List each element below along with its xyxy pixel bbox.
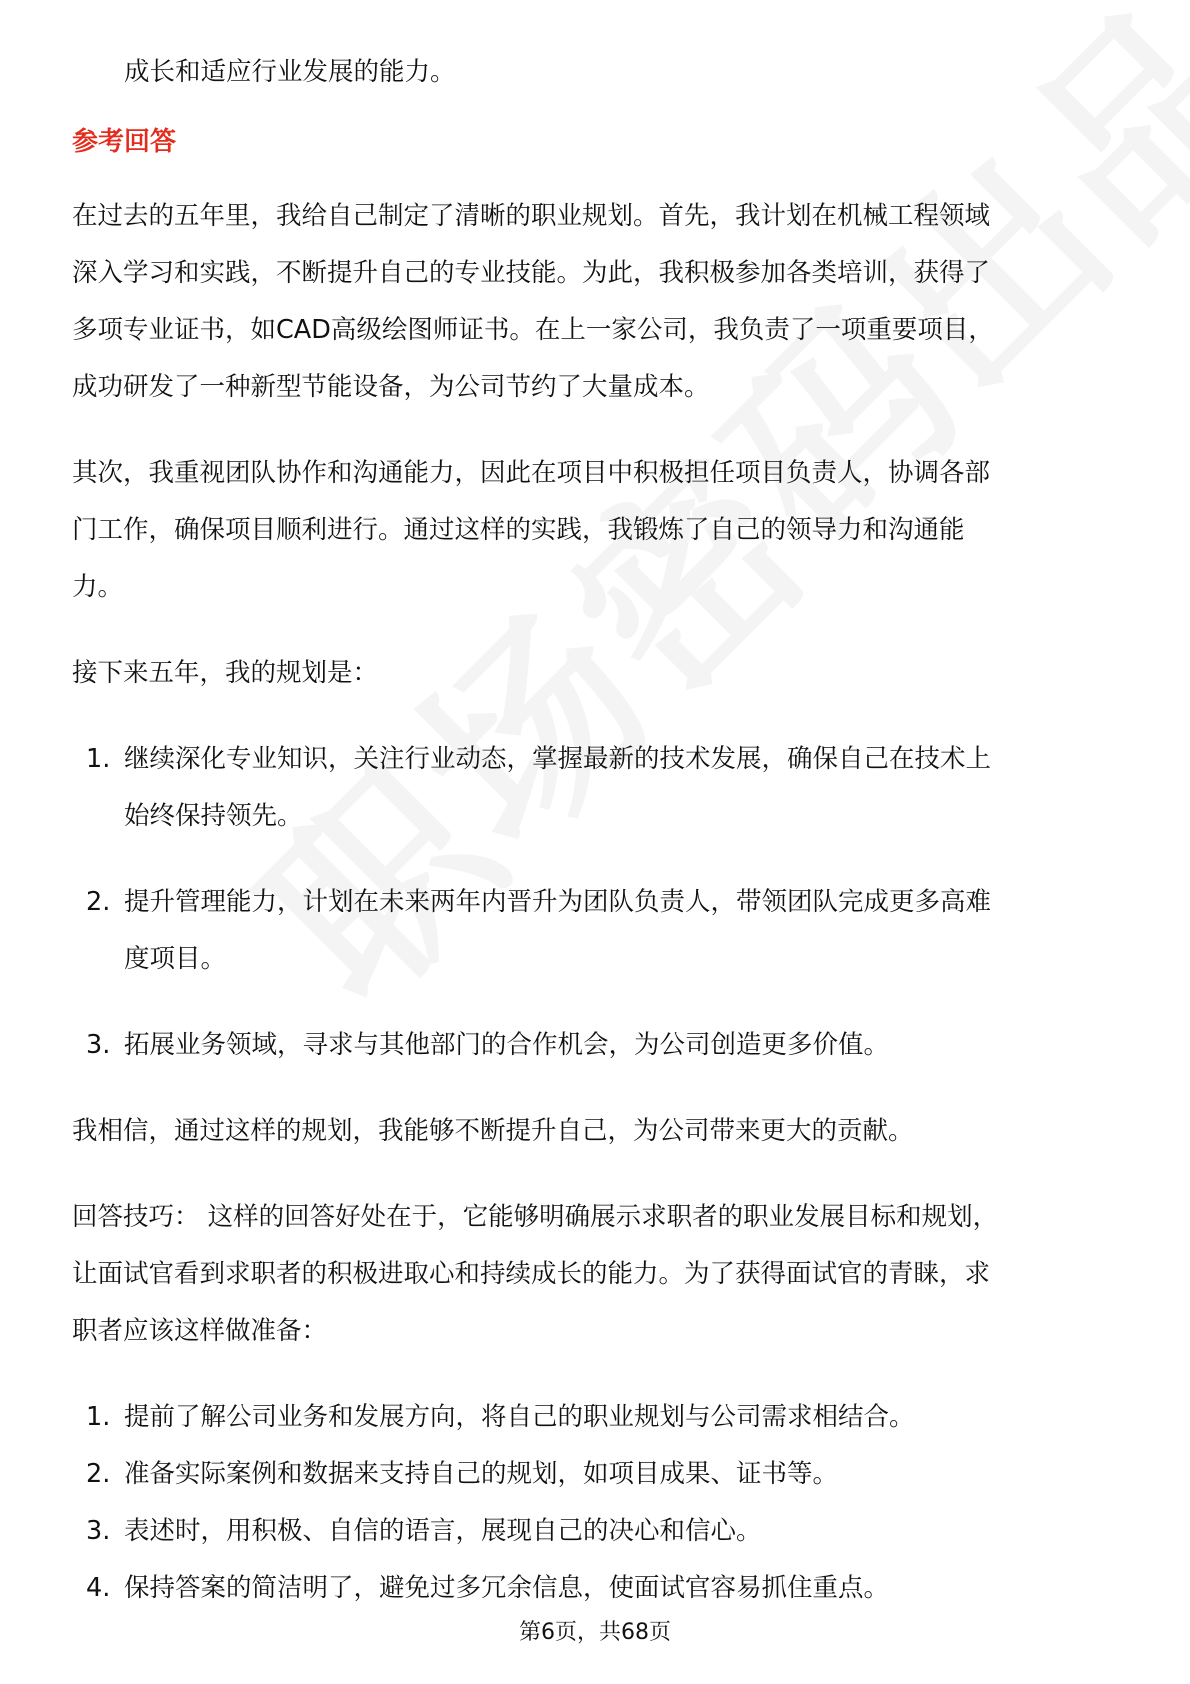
list-item-line: 准备实际案例和数据来支持自己的规划，如项目成果、证书等。 — [124, 1459, 839, 1489]
list-item — [72, 1017, 1122, 1074]
paragraph-2 — [72, 445, 1122, 616]
list-item-line: 提前了解公司业务和发展方向，将自己的职业规划与公司需求相结合。 — [124, 1402, 915, 1432]
paragraph-line: 深入学习和实践，不断提升自己的专业技能。为此，我积极参加各类培训，获得了 — [72, 258, 991, 288]
list-number: 2. — [86, 1459, 111, 1489]
paragraph-line: 让面试官看到求职者的积极进取心和持续成长的能力。为了获得面试官的青睐，求 — [72, 1259, 991, 1289]
plan-list — [72, 731, 1122, 1074]
list-item-line: 继续深化专业知识，关注行业动态，掌握最新的技术发展，确保自己在技术上 — [124, 744, 992, 774]
tips-list — [72, 1389, 1122, 1617]
list-item — [72, 1503, 1122, 1560]
list-item — [72, 1446, 1122, 1503]
list-number: 2. — [86, 887, 111, 917]
list-item — [72, 731, 1122, 845]
list-item-line: 始终保持领先。 — [124, 801, 303, 831]
paragraph-line: 在过去的五年里，我给自己制定了清晰的职业规划。首先，我计划在机械工程领域 — [72, 201, 991, 231]
list-number: 1. — [86, 744, 111, 774]
list-item-line: 表述时，用积极、自信的语言，展现自己的决心和信心。 — [124, 1516, 762, 1546]
list-item-line: 拓展业务领域，寻求与其他部门的合作机会，为公司创造更多价值。 — [124, 1030, 890, 1060]
paragraph-line: 门工作，确保项目顺利进行。通过这样的实践，我锻炼了自己的领导力和沟通能 — [72, 515, 965, 545]
paragraph-line: 多项专业证书，如CAD高级绘图师证书。在上一家公司，我负责了一项重要项目， — [72, 315, 994, 345]
list-number: 3. — [86, 1516, 111, 1546]
intro-tail: 成长和适应行业发展的能力。 — [124, 57, 456, 87]
list-number: 4. — [86, 1573, 111, 1603]
list-item-line: 度项目。 — [124, 944, 227, 974]
paragraph-line: 回答技巧： 这样的回答好处在于，它能够明确展示求职者的职业发展目标和规划， — [72, 1202, 999, 1232]
paragraph-line: 力。 — [72, 572, 124, 602]
paragraph-4 — [72, 1103, 1122, 1160]
section-heading: 参考回答 — [72, 127, 177, 157]
list-item-line: 提升管理能力，计划在未来两年内晋升为团队负责人，带领团队完成更多高难 — [124, 887, 992, 917]
paragraph-line: 职者应该这样做准备： — [72, 1316, 328, 1346]
paragraph-line: 其次，我重视团队协作和沟通能力，因此在项目中积极担任项目负责人，协调各部 — [72, 458, 991, 488]
list-item — [72, 1560, 1122, 1617]
page-content — [72, 44, 1122, 1646]
paragraph-1 — [72, 188, 1122, 416]
list-number: 1. — [86, 1402, 111, 1432]
tips-paragraph — [72, 1189, 1122, 1360]
list-item — [72, 874, 1122, 988]
paragraph-3 — [72, 645, 1122, 702]
page-footer: 第6页，共68页 — [519, 1620, 671, 1645]
paragraph-line: 接下来五年，我的规划是： — [72, 658, 379, 688]
list-number: 3. — [86, 1030, 111, 1060]
paragraph-line: 我相信，通过这样的规划，我能够不断提升自己，为公司带来更大的贡献。 — [72, 1116, 914, 1146]
list-item — [72, 1389, 1122, 1446]
paragraph-line: 成功研发了一种新型节能设备，为公司节约了大量成本。 — [72, 372, 710, 402]
list-item-line: 保持答案的简洁明了，避免过多冗余信息，使面试官容易抓住重点。 — [124, 1573, 890, 1603]
